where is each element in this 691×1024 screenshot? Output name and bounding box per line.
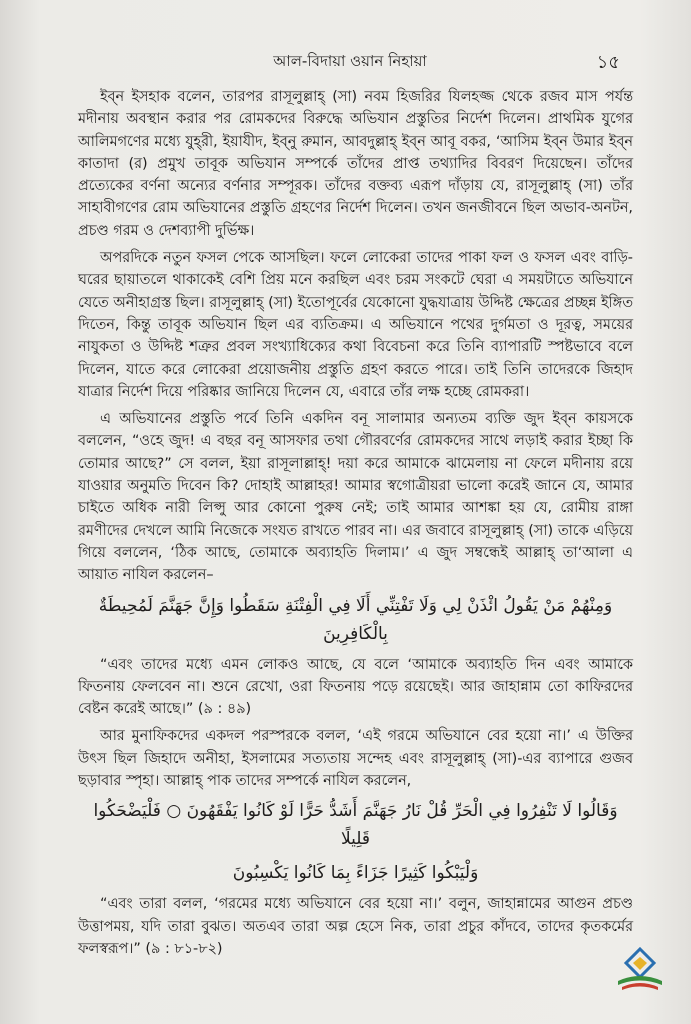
page-header <box>60 46 620 74</box>
arabic-verse-2b: وَلْيَبْكُوا كَثِيرًا جَزَاءً بِمَا كَانُوا يَكْسِبُونَ <box>232 863 479 884</box>
arabic-verse-2a: وَقَالُوا لَا تَنْفِرُوا فِي الْحَرِّ قُلْ نَارُ جَهَنَّمَ أَشَدُّ حَرًّا لَوْ كَانُوا يَفْقَهُونَ ○ فَلْيَضْحَكُوا قَلِيلًا <box>93 801 618 850</box>
body-text <box>78 86 633 965</box>
arabic-verse-1: وَمِنْهُمْ مَنْ يَقُولُ ائْذَنْ لِي وَلَا تَفْتِنِّي أَلَا فِي الْفِتْنَةِ سَقَطُوا وَإِنَّ جَهَنَّمَ لَمُحِيطَةٌ بِالْكَافِرِينَ <box>98 595 613 644</box>
verse-translation-1: “এবং তাদের মধ্যে এমন লোকও আছে, যে বলে ‘আমাকে অব্যাহতি দিন এবং আমাকে ফিতনায় ফেলবেন না। শুনে রেখো, ওরা ফিতনায় পড়ে রয়েছেই। আর জাহান্নাম তো কাফিরদের বেষ্টন করেই আছে।” (৯ : ৪৯) <box>78 656 633 718</box>
publisher-logo-icon <box>614 945 666 995</box>
page-number: ১৫ <box>596 52 620 73</box>
verse-translation-2: “এবং তারা বলল, ‘গরমের মধ্যে অভিযানে বের হয়ো না।’ বলুন, জাহান্নামের আগুন প্রচণ্ড উত্তাপময়, যদি তারা বুঝত। অতএব তারা অল্প হেসে নিক, তারা প্রচুর কাঁদবে, তাদের কৃতকর্মের ফলস্বরূপ।” (৯ : ৮১-৮২) <box>78 896 633 957</box>
paragraph-1: ইব্ন ইসহাক বলেন, তারপর রাসূলুল্লাহ্ (সা) নবম হিজরির যিলহজ্জ থেকে রজব মাস পর্যন্ত মদীনায় অবস্থান করার পর রোমকদের বিরুদ্ধে অভিযান প্রস্তুতির নির্দেশ দিলেন। প্রাথমিক যুগের আলিমগণের মধ্যে যুহ্‌রী, ইয়াযীদ, ইব্‌নু রুমান, আবদুল্লাহ্ ইব্‌ন আবূ বকর, ‘আসিম ইব্‌ন উমার ইব্‌ন কাতাদা (র) প্রমুখ তাবূক অভিযান সম্পর্কে তাঁদের প্রাপ্ত তথ্যাদির বিবরণ দিয়েছেন। তাঁদের প্রত্যেকের বর্ণনা অন্যের বর্ণনার সম্পূরক। তাঁদের বক্তব্য এরূপ দাঁড়ায় যে, রাসূলুল্লাহ্ (সা) তাঁর সাহাবীগণের রোম অভিযানের প্রস্তুতি গ্রহণের নির্দেশ দিলেন। তখন জনজীবনে ছিল অভাব-অনটন, প্রচণ্ড গরম ও দেশব্যাপী দুর্ভিক্ষ। <box>78 89 633 239</box>
paragraph-2: অপরদিকে নতুন ফসল পেকে আসছিল। ফলে লোকেরা তাদের পাকা ফল ও ফসল এবং বাড়ি-ঘরের ছায়াতলে থাকাকেই বেশি প্রিয় মনে করছিল এবং চরম সংকটে ঘেরা এ সময়টাতে অভিযানে যেতে অনীহাগ্রস্ত ছিল। রাসূলুল্লাহ্ (সা) ইতোপূর্বের যেকোনো যুদ্ধযাত্রায় উদ্দিষ্ট ক্ষেত্রের প্রচ্ছন্ন ইঙ্গিত দিতেন, কিন্তু তাবূক অভিযান ছিল এর ব্যতিক্রম। এ অভিযানে পথের দুর্গমতা ও দূরত্ব, সময়ের নাযুকতা ও উদ্দিষ্ট শত্রুর প্রবল সংখ্যাধিক্যের কথা বিবেচনা করে তিনি ব্যাপারটি স্পষ্টভাবে বলে দিলেন, যাতে করে লোকেরা প্রয়োজনীয় প্রস্তুতি গ্রহণ করতে পারে। তাই তিনি তাদেরকে জিহাদ যাত্রার নির্দেশ দিয়ে পরিষ্কার জানিয়ে দিলেন যে, এবারে তাঁর লক্ষ হচ্ছে রোমকরা। <box>78 250 633 400</box>
running-title: আল-বিদায়া ওয়ান নিহায়া <box>273 52 427 70</box>
paragraph-4: আর মুনাফিকদের একদল পরস্পরকে বলল, ‘এই গরমে অভিযানে বের হয়ো না।’ এ উক্তির উৎস ছিল জিহাদে অনীহা, ইসলামের সত্যতায় সন্দেহ এবং রাসূলুল্লাহ্ (সা)-এর ব্যাপারে গুজব ছড়াবার স্পৃহা। আল্লাহ্ পাক তাদের সম্পর্কে নাযিল করলেন, <box>78 728 633 790</box>
paragraph-3: এ অভিযানের প্রস্তুতি পর্বে তিনি একদিন বনূ সালামার অন্যতম ব্যক্তি জুদ ইব্‌ন কায়সকে বললেন, “ওহে জুদ! এ বছর বনূ আসফার তথা গৌরবর্ণের রোমকদের সাথে লড়াই করার ইচ্ছা কি তোমার আছে?” সে বলল, ইয়া রাসূলাল্লাহ্! দয়া করে আমাকে ঝামেলায় না ফেলে মদীনায় রয়ে যাওয়ার অনুমতি দিবেন কি? দোহাই আল্লাহর! আমার স্বগোত্রীয়রা ভালো করেই জানে যে, আমার চাইতে অধিক নারী লিপ্সু আর কোনো পুরুষ নেই; তাই আমার আশঙ্কা হয় যে, রোমীয় রাঙ্গা রমণীদের দেখলে আমি নিজেকে সংযত রাখতে পারব না। এর জবাবে রাসূলুল্লাহ্ (সা) তাকে এড়িয়ে গিয়ে বললেন, ‘ঠিক আছে, তোমাকে অব্যাহতি দিলাম।’ এ জুদ সম্বন্ধেই আল্লাহ্ তা‘আলা এ আয়াত নাযিল করলেন– <box>78 411 634 584</box>
